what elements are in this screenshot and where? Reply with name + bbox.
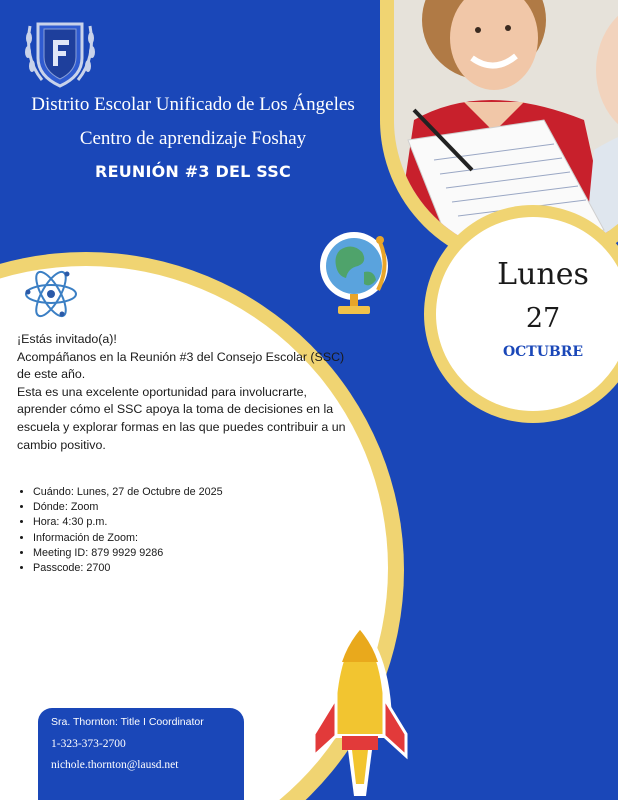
rocket-icon — [302, 618, 418, 800]
list-item: • Información de Zoom: — [33, 531, 353, 546]
invitation-text — [17, 331, 357, 454]
center-title: Centro de aprendizaje Foshay — [79, 128, 307, 149]
list-item: • Dónde: Zoom — [33, 500, 353, 515]
meeting-details-list — [17, 485, 353, 576]
day-number: 27 — [525, 303, 561, 334]
list-item: • Hora: 4:30 p.m. — [33, 515, 353, 530]
shield-crest-icon — [20, 18, 100, 92]
list-item: • Passcode: 2700 — [33, 561, 353, 576]
list-item: • Meeting ID: 879 9929 9286 — [33, 546, 353, 561]
atom-icon — [22, 266, 80, 322]
list-item: • Cuándo: Lunes, 27 de Octubre de 2025 — [33, 485, 353, 500]
contact-name: Sra. Thornton: Title I Coordinator — [51, 716, 204, 728]
invitation-greeting: ¡Estás invitado(a)! — [17, 332, 117, 346]
globe-icon — [318, 226, 398, 322]
district-title: Distrito Escolar Unificado de Los Ángeles — [31, 94, 355, 115]
day-name: Lunes — [497, 257, 589, 292]
month-label: OCTUBRE — [502, 344, 584, 360]
contact-email: nichole.thornton@lausd.net — [51, 759, 179, 771]
contact-phone: 1-323-373-2700 — [51, 738, 126, 750]
meeting-title: REUNIÓN #3 DEL SSC — [95, 162, 291, 181]
invitation-paragraph-1: Acompáñanos en la Reunión #3 del Consejo Escolar (SSC) de este año. — [17, 349, 345, 382]
invitation-paragraph-2: Esta es una excelente oportunidad para involucrarte, aprender cómo el SSC apoya la toma de decisiones en la escuela y explorar formas en las que puedes contribuir a un cambio positivo. — [17, 384, 346, 452]
